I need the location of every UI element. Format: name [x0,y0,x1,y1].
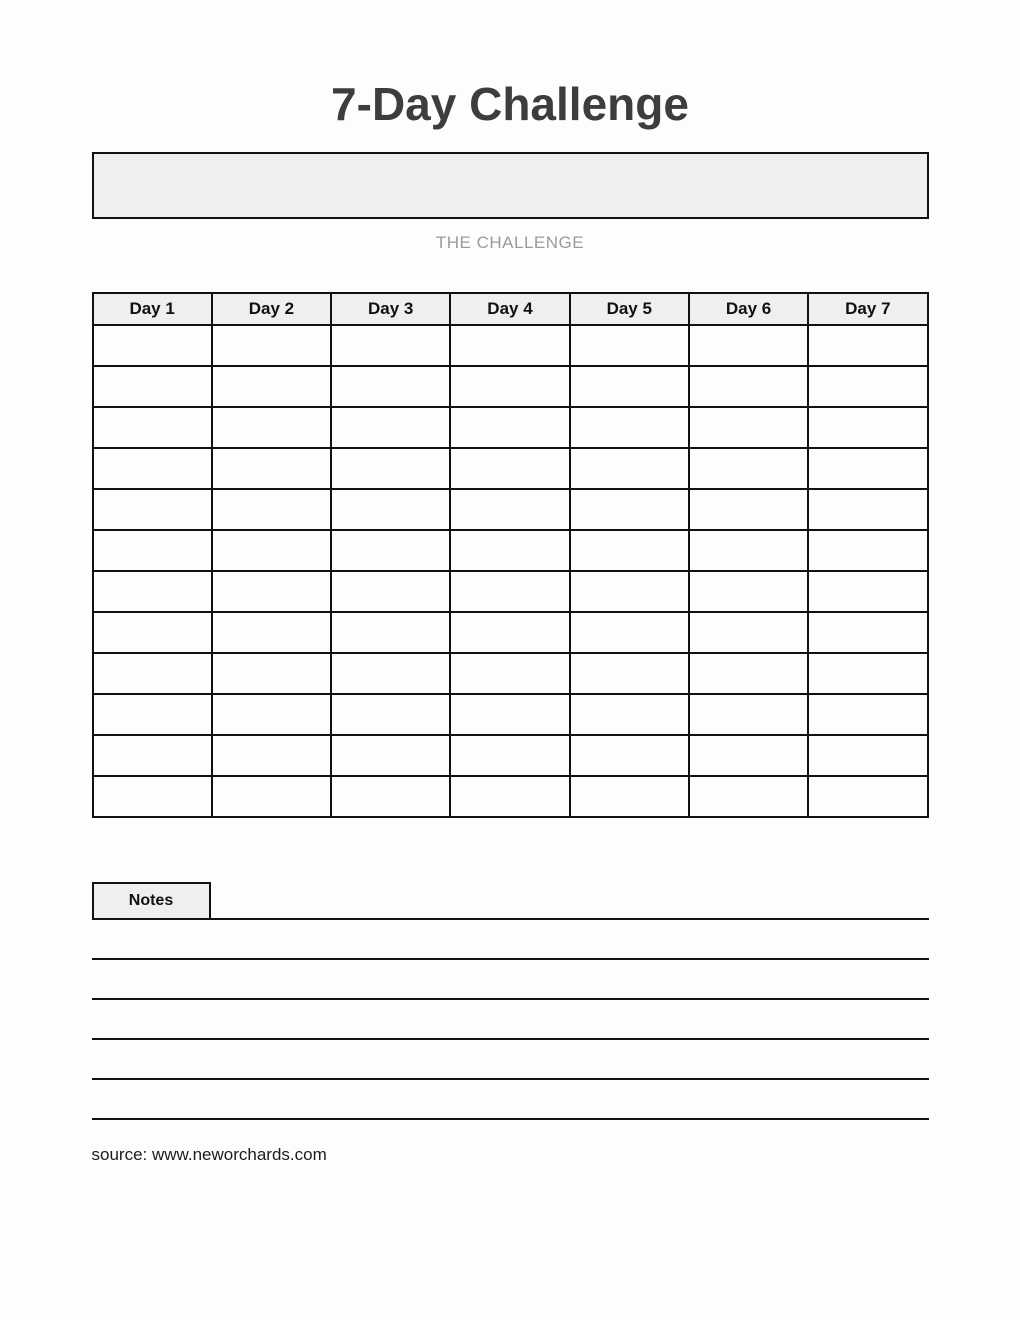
table-cell[interactable] [689,530,808,571]
table-cell[interactable] [93,448,212,489]
table-cell[interactable] [570,653,689,694]
notes-writing-line[interactable] [92,958,929,960]
notes-writing-line[interactable] [92,998,929,1000]
table-cell[interactable] [93,776,212,817]
table-cell[interactable] [331,694,450,735]
notes-writing-line[interactable] [92,1078,929,1080]
table-row [93,612,928,653]
table-cell[interactable] [212,653,331,694]
table-cell[interactable] [570,694,689,735]
table-cell[interactable] [689,325,808,366]
notes-writing-line[interactable] [92,1038,929,1040]
table-cell[interactable] [93,694,212,735]
table-row [93,653,928,694]
table-cell[interactable] [93,735,212,776]
table-cell[interactable] [212,776,331,817]
table-header-day-3: Day 3 [331,293,450,325]
table-cell[interactable] [331,489,450,530]
table-header-row [93,293,928,325]
table-cell[interactable] [450,694,569,735]
notes-label-box [92,882,211,918]
table-cell[interactable] [212,612,331,653]
table-cell[interactable] [450,366,569,407]
table-cell[interactable] [570,489,689,530]
table-row [93,530,928,571]
table-cell[interactable] [93,530,212,571]
table-row [93,735,928,776]
table-cell[interactable] [570,448,689,489]
table-cell[interactable] [689,612,808,653]
table-cell[interactable] [450,571,569,612]
table-cell[interactable] [331,612,450,653]
table-header-day-4: Day 4 [450,293,569,325]
table-cell[interactable] [331,571,450,612]
table-row [93,694,928,735]
table-cell[interactable] [450,325,569,366]
table-cell[interactable] [212,530,331,571]
table-cell[interactable] [450,489,569,530]
table-cell[interactable] [570,530,689,571]
table-cell[interactable] [331,735,450,776]
table-cell[interactable] [570,776,689,817]
page-title: 7-Day Challenge [331,78,689,130]
table-cell[interactable] [93,489,212,530]
table-cell[interactable] [808,612,927,653]
table-cell[interactable] [450,735,569,776]
table-cell[interactable] [450,407,569,448]
table-cell[interactable] [450,448,569,489]
table-cell[interactable] [808,407,927,448]
challenge-write-in-box[interactable] [92,152,929,219]
table-cell[interactable] [212,407,331,448]
table-cell[interactable] [212,489,331,530]
table-cell[interactable] [570,407,689,448]
table-cell[interactable] [689,694,808,735]
table-cell[interactable] [331,776,450,817]
table-row [93,489,928,530]
table-cell[interactable] [570,735,689,776]
table-cell[interactable] [331,530,450,571]
table-row [93,325,928,366]
challenge-caption: THE CHALLENGE [435,233,585,253]
table-cell[interactable] [93,612,212,653]
table-header-day-2: Day 2 [212,293,331,325]
table-header-day-5: Day 5 [570,293,689,325]
table-cell[interactable] [93,571,212,612]
table-cell[interactable] [212,325,331,366]
table-cell[interactable] [331,448,450,489]
table-cell[interactable] [212,571,331,612]
table-cell[interactable] [331,366,450,407]
table-cell[interactable] [808,489,927,530]
table-cell[interactable] [689,653,808,694]
table-cell[interactable] [93,407,212,448]
table-cell[interactable] [450,530,569,571]
table-cell[interactable] [212,735,331,776]
table-cell[interactable] [450,776,569,817]
table-cell[interactable] [93,653,212,694]
table-cell[interactable] [808,735,927,776]
table-cell[interactable] [689,489,808,530]
table-cell[interactable] [93,325,212,366]
table-cell[interactable] [808,366,927,407]
notes-header-rule [92,882,929,920]
table-header [93,293,928,325]
table-cell[interactable] [212,448,331,489]
table-cell[interactable] [689,366,808,407]
table-cell[interactable] [689,448,808,489]
table-cell[interactable] [570,325,689,366]
table-cell[interactable] [689,571,808,612]
notes-label: Notes [128,892,174,910]
table-cell[interactable] [570,366,689,407]
table-cell[interactable] [331,407,450,448]
table-cell[interactable] [331,653,450,694]
table-header-day-6: Day 6 [689,293,808,325]
table-body [93,325,928,817]
table-cell[interactable] [808,325,927,366]
table-cell[interactable] [570,571,689,612]
table-row [93,571,928,612]
table-cell[interactable] [331,325,450,366]
table-cell[interactable] [450,653,569,694]
table-cell[interactable] [808,571,927,612]
table-cell[interactable] [212,366,331,407]
seven-day-tracker-table [92,292,929,818]
table-cell[interactable] [93,366,212,407]
table-cell[interactable] [450,612,569,653]
table-cell[interactable] [689,735,808,776]
table-cell[interactable] [689,407,808,448]
table-cell[interactable] [808,653,927,694]
table-cell[interactable] [570,612,689,653]
table-row [93,366,928,407]
table-cell[interactable] [808,530,927,571]
table-cell[interactable] [808,694,927,735]
table-header-day-7: Day 7 [808,293,927,325]
table-cell[interactable] [808,448,927,489]
table-cell[interactable] [689,776,808,817]
table-cell[interactable] [808,776,927,817]
table-row [93,448,928,489]
table-row [93,407,928,448]
source-text: source: www.neworchards.com [91,1145,327,1165]
notes-writing-line[interactable] [92,1118,929,1120]
worksheet-page [92,0,929,1165]
table-header-day-1: Day 1 [93,293,212,325]
notes-lines-area [92,958,929,1120]
table-row [93,776,928,817]
table-cell[interactable] [212,694,331,735]
